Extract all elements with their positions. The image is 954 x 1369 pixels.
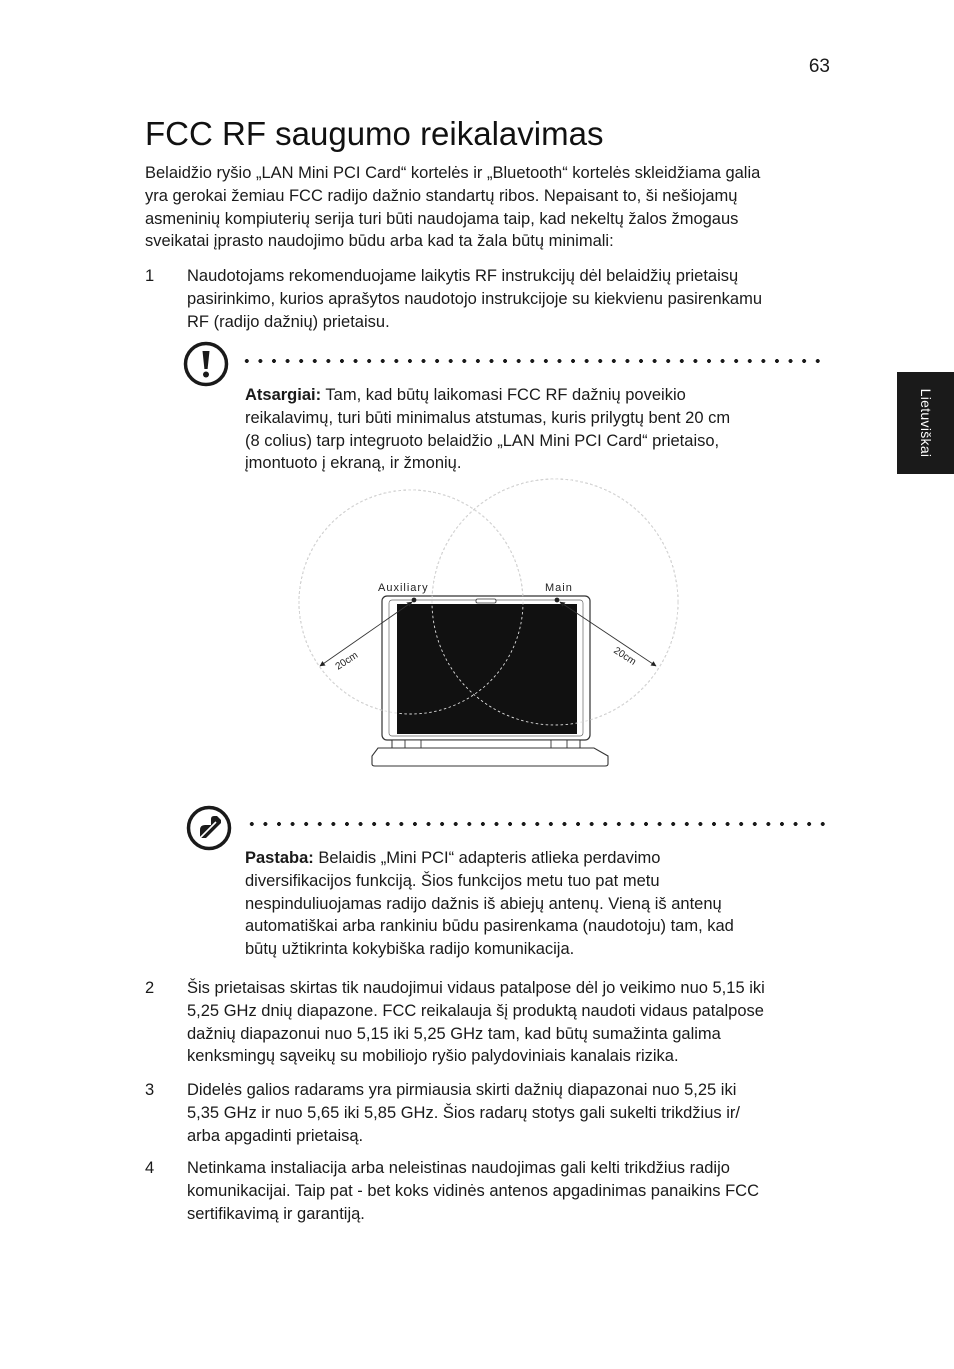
main-distance-label: 20cm (611, 645, 638, 668)
laptop-webcam (476, 599, 496, 603)
note-line: Belaidis „Mini PCI“ adapteris atlieka perdavimo (313, 849, 661, 867)
intro-paragraph (145, 162, 835, 253)
list-item-line: komunikacijai. Taip pat - bet koks vidinės antenos apgadinimas panaikins FCC (187, 1181, 759, 1200)
list-item-number: 4 (145, 1159, 155, 1177)
page-title: FCC RF saugumo reikalavimas (145, 115, 604, 152)
exclamation-circle-icon (183, 341, 229, 387)
intro-line: sveikatai įprasto naudojimo būdu arba kad ta žala būtų minimali: (145, 232, 614, 251)
list-item-line: Naudotojams rekomenduojame laikytis RF instrukcijų dėl belaidžių prietaisų (187, 267, 739, 285)
note-line: nespinduliuojamas radijo dažnis iš abiejų antenų. Vieną iš antenų (245, 894, 722, 913)
caution-label: Atsargiai: (245, 386, 322, 404)
list-item-number: 3 (145, 1081, 155, 1099)
antenna-diagram (290, 478, 690, 779)
main-antenna-marker (555, 598, 560, 603)
list-item-line: dažnių diapazonui nuo 5,15 iki 5,25 GHz tam, kad būtų sumažinta galima (187, 1024, 721, 1043)
list-item-line: 5,25 GHz dnių diapazone. FCC reikalauja šį produktą naudoti vidaus patalpose (187, 1001, 764, 1020)
list-item-line: RF (radijo dažnių) prietaisu. (187, 312, 390, 331)
list-item-line: 5,35 GHz ir nuo 5,65 iki 5,85 GHz. Šios radarų stotys gali sukelti trikdžius ir/ (187, 1103, 740, 1122)
list-item-line: Netinkama instaliacija arba neleistinas naudojimas gali kelti trikdžius radijo (187, 1159, 730, 1177)
laptop-screen (397, 604, 577, 734)
list-item-text (187, 265, 832, 333)
list-item-text (187, 1157, 832, 1225)
main-label: Main (545, 582, 573, 594)
page-number: 63 (808, 56, 830, 77)
caution-line: (8 colius) tarp integruoto belaidžio „LAN Mini PCI Card“ prietaiso, (245, 431, 720, 450)
list-item-number: 2 (145, 979, 155, 997)
caution-text (245, 384, 825, 475)
laptop-base (372, 748, 608, 766)
auxiliary-antenna-marker (412, 598, 417, 603)
list-item-number: 1 (145, 267, 155, 285)
list-item-line: Šis prietaisas skirtas tik naudojimui vidaus patalpose dėl jo veikimo nuo 5,15 iki (187, 979, 765, 997)
list-item-line: kenksmingų sąveikų su mobiliojo ryšio palydoviniais kanalais rizika. (187, 1047, 679, 1066)
note-line: automatiškai arba rankiniu būdu pasirenkama (naudotoju) tam, kad (245, 917, 734, 936)
list-item-text (187, 1079, 832, 1147)
list-item-line: sertifikavimą ir garantiją. (187, 1204, 365, 1223)
pen-note-icon (186, 805, 232, 851)
caution-dotted-rule (240, 359, 828, 363)
language-tab (897, 372, 954, 474)
note-line: būtų užtikrinta kokybiška radijo komunikacija. (245, 940, 575, 959)
language-tab-label: Lietuviškai (917, 388, 934, 458)
caution-line: reikalavimų, turi būti minimalus atstumas, kuris prilygtų bent 20 cm (245, 408, 731, 427)
intro-line: asmeninių kompiuterių serija turi būti naudojama taip, kad nekeltų žalos žmogaus (145, 209, 739, 228)
caution-line: Tam, kad būtų laikomasi FCC RF dažnių poveikio (321, 386, 686, 404)
list-item-line: pasirinkimo, kurios aprašytos naudotojo instrukcijoje su kiekvienu pasirenkamu (187, 289, 763, 308)
note-dotted-rule (245, 822, 829, 826)
caution-line: įmontuoto į ekraną, ir žmonių. (245, 454, 462, 473)
note-label: Pastaba: (245, 849, 314, 867)
intro-line: Belaidžio ryšio „LAN Mini PCI Card“ kortelės ir „Bluetooth“ kortelės skleidžiama galia (145, 164, 761, 182)
list-item-text (187, 977, 832, 1068)
list-item-line: Didelės galios radarams yra pirmiausia skirti dažnių diapazonai nuo 5,25 iki (187, 1081, 737, 1099)
auxiliary-label: Auxiliary (378, 582, 429, 594)
note-text (245, 847, 825, 961)
list-item-line: arba apgadinti prietaisą. (187, 1126, 364, 1145)
intro-line: yra gerokai žemiau FCC radijo dažnio standartų ribos. Nepaisant to, ši nešiojamų (145, 186, 738, 205)
auxiliary-distance-label: 20cm (333, 649, 361, 673)
note-line: diversifikacijos funkciją. Šios funkcijos metu tuo pat metu (245, 871, 660, 890)
